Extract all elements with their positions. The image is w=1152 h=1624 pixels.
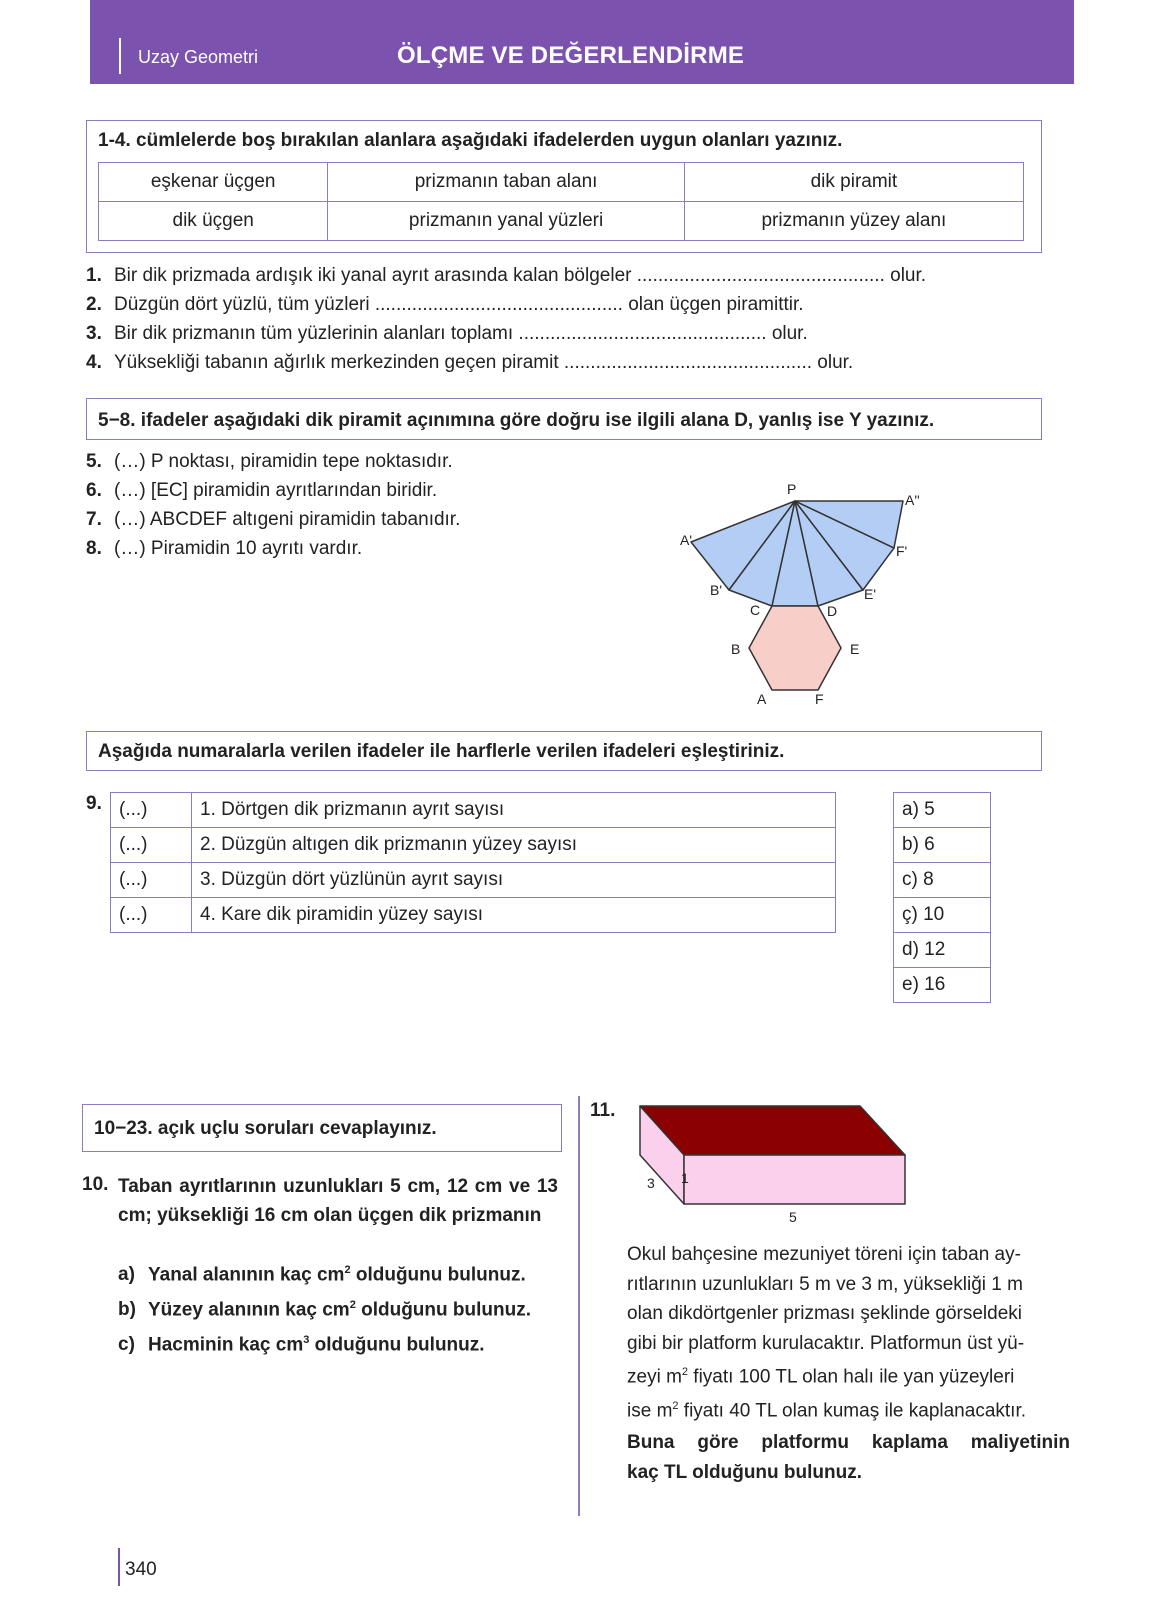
label-F: F — [815, 691, 824, 707]
question-text: (…) [EC] piramidin ayrıtlarından biridir. — [114, 480, 438, 501]
prism-top-face — [640, 1106, 905, 1155]
superscript: 3 — [303, 1334, 310, 1346]
question-10-part-a — [118, 1264, 526, 1286]
line-text: zeyi m — [627, 1366, 682, 1388]
label-P: P — [787, 481, 797, 497]
header-subject: Uzay Geometri — [138, 47, 259, 67]
question-10-part-b — [118, 1299, 531, 1321]
page-number: 340 — [125, 1559, 157, 1580]
question-2 — [86, 294, 804, 316]
part-text: Yanal alanının kaç cm — [148, 1264, 345, 1286]
label-E: E — [850, 641, 860, 657]
paragraph-line: olan dikdörtgenler prizması şeklinde görseldeki — [627, 1303, 1022, 1324]
question-number: 2. — [86, 294, 102, 315]
label-F1: F' — [896, 543, 908, 559]
question-number: 6. — [86, 480, 102, 501]
question-11-paragraph — [627, 1240, 1070, 1426]
option-cell: eşkenar üçgen — [99, 163, 328, 202]
option-cell: dik piramit — [684, 163, 1023, 202]
question-10-number: 10. — [82, 1174, 109, 1195]
question-number: 5. — [86, 451, 102, 472]
options-table — [98, 162, 1024, 241]
prism-front-face — [684, 1155, 905, 1204]
answer-option: a) 5 — [894, 793, 991, 828]
header-title: ÖLÇME VE DEĞERLENDİRME — [397, 42, 745, 69]
superscript: 2 — [672, 1399, 679, 1412]
question-1 — [86, 265, 926, 287]
label-C: C — [750, 602, 761, 618]
question-text: (…) P noktası, piramidin tepe noktasıdır. — [114, 451, 453, 472]
option-cell: prizmanın taban alanı — [328, 163, 684, 202]
option-cell: dik üçgen — [99, 202, 328, 241]
answer-blank[interactable]: (...) — [111, 793, 192, 828]
matching-table — [110, 792, 836, 933]
matching-row — [111, 793, 836, 828]
label-B1: B' — [710, 582, 723, 598]
label-A2: A'' — [905, 492, 920, 508]
superscript: 2 — [349, 1299, 356, 1311]
section4-instruction: 10−23. açık uçlu soruları cevaplayınız. — [94, 1118, 437, 1139]
question-10-part-c — [118, 1334, 485, 1356]
dim-length: 5 — [789, 1209, 797, 1225]
question-line: kaç TL olduğunu bulunuz. — [627, 1461, 863, 1483]
pyramid-net-figure — [670, 478, 940, 714]
question-number: 1. — [86, 265, 102, 286]
footer-divider — [118, 1548, 120, 1586]
question-number: 3. — [86, 323, 102, 344]
prism-figure — [630, 1096, 910, 1228]
question-text: Düzgün dört yüzlü, tüm yüzleri ............................................... olan üçgen piramittir. — [114, 294, 804, 315]
question-text: (…) ABCDEF altıgeni piramidin tabanıdır. — [114, 509, 461, 530]
line-text: fiyatı 40 TL olan kumaş ile kaplanacaktır. — [678, 1400, 1026, 1422]
paragraph-line: gibi bir platform kurulacaktır. Platformun üst yü- — [627, 1332, 1025, 1354]
question-11-number: 11. — [590, 1100, 616, 1121]
question-4 — [86, 352, 853, 374]
label-A1: A' — [680, 532, 693, 548]
part-text: olduğunu bulunuz. — [309, 1334, 485, 1356]
superscript: 2 — [681, 1366, 689, 1378]
part-label: c) — [118, 1334, 135, 1356]
answer-option: d) 12 — [894, 933, 991, 968]
label-E1: E' — [864, 586, 877, 602]
section2-instruction: 5−8. ifadeler aşağıdaki dik piramit açınımına göre doğru ise ilgili alana D, yanlış ise Y yazınız. — [98, 410, 935, 431]
label-A: A — [757, 691, 767, 707]
question-text: (…) Piramidin 10 ayrıtı vardır. — [114, 538, 363, 559]
paragraph-line: rıtlarının uzunlukları 5 m ve 3 m, yüksekliği 1 m — [627, 1273, 1023, 1295]
question-8 — [86, 538, 362, 560]
page-header — [90, 0, 1074, 84]
matching-statement: 1. Dörtgen dik prizmanın ayrıt sayısı — [192, 793, 836, 828]
part-text: olduğunu bulunuz. — [355, 1299, 531, 1321]
answer-option: c) 8 — [894, 863, 991, 898]
section1-instruction: 1-4. cümlelerde boş bırakılan alanlara aşağıdaki ifadelerden uygun olanları yazınız. — [98, 130, 843, 151]
part-label: a) — [118, 1264, 135, 1286]
question-7 — [86, 509, 460, 531]
question-number: 4. — [86, 352, 102, 373]
label-D: D — [827, 603, 838, 619]
answer-option: e) 16 — [894, 968, 991, 1003]
question-text: Bir dik prizmada ardışık iki yanal ayrıt arasında kalan bölgeler ............................................... olur. — [114, 265, 927, 286]
column-divider — [578, 1096, 580, 1516]
dim-depth: 3 — [647, 1175, 655, 1191]
question-9-number: 9. — [86, 793, 102, 814]
part-text: Hacminin kaç cm — [148, 1334, 304, 1356]
matching-statement: 2. Düzgün altıgen dik prizmanın yüzey sayısı — [192, 828, 836, 863]
question-number: 7. — [86, 509, 102, 530]
question-11-question — [627, 1428, 1070, 1487]
option-cell: prizmanın yüzey alanı — [684, 202, 1023, 241]
options-row — [99, 202, 1024, 241]
answer-option: ç) 10 — [894, 898, 991, 933]
question-text: Bir dik prizmanın tüm yüzlerinin alanları toplamı ............................................... olur. — [114, 323, 808, 344]
dim-height: 1 — [681, 1170, 689, 1186]
paragraph-line: Okul bahçesine mezuniyet töreni için taban ay- — [627, 1244, 1021, 1265]
question-line: Buna göre platformu kaplama maliyetinin — [627, 1432, 1070, 1453]
answer-blank[interactable]: (...) — [111, 898, 192, 933]
paragraph-line — [627, 1358, 1070, 1392]
answer-blank[interactable]: (...) — [111, 863, 192, 898]
answer-option: b) 6 — [894, 828, 991, 863]
answer-blank[interactable]: (...) — [111, 828, 192, 863]
question-text: Yüksekliği tabanın ağırlık merkezinden geçen piramit ............................................... olur. — [114, 352, 854, 373]
matching-row — [111, 898, 836, 933]
question-3 — [86, 323, 808, 345]
part-label: b) — [118, 1299, 136, 1321]
label-B: B — [731, 641, 741, 657]
matching-statement: 3. Düzgün dört yüzlünün ayrıt sayısı — [192, 863, 836, 898]
superscript: 2 — [344, 1264, 351, 1276]
question-5 — [86, 451, 453, 473]
part-text: Yüzey alanının kaç cm — [148, 1299, 350, 1321]
matching-row — [111, 863, 836, 898]
options-row — [99, 163, 1024, 202]
section3-instruction: Aşağıda numaralarla verilen ifadeler ile harflerle verilen ifadeleri eşleştiriniz. — [98, 741, 785, 762]
header-divider — [119, 38, 121, 74]
matching-row — [111, 828, 836, 863]
part-text: olduğunu bulunuz. — [350, 1264, 526, 1286]
matching-statement: 4. Kare dik piramidin yüzey sayısı — [192, 898, 836, 933]
answer-options-table — [893, 792, 991, 1003]
paragraph-line — [627, 1392, 1070, 1426]
question-number: 8. — [86, 538, 102, 559]
option-cell: prizmanın yanal yüzleri — [328, 202, 684, 241]
question-6 — [86, 480, 437, 502]
line-text: ise m — [627, 1400, 673, 1422]
question-10-stem: Taban ayrıtlarının uzunlukları 5 cm, 12 cm ve 13 cm; yüksekliği 16 cm olan üçgen dik prizmanın — [118, 1176, 558, 1226]
line-text: fiyatı 100 TL olan halı ile yan yüzeyleri — [688, 1366, 1015, 1388]
